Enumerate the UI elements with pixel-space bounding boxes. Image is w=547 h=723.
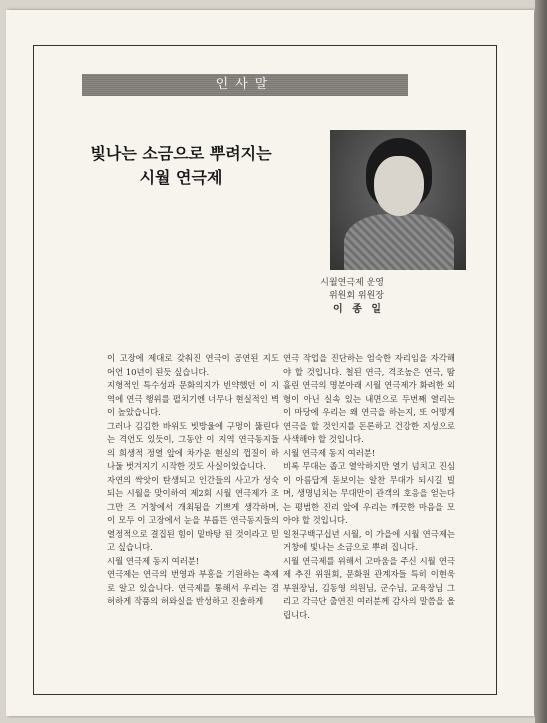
body-column-right (283, 352, 455, 622)
author-caption (258, 277, 384, 316)
page-spine (535, 0, 547, 723)
paragraph: 연극제는 연극의 번영과 부흥을 기원하는 축제로 알고 있습니다. 연극제를 통해서 우리는 겸허하게 작품의 허와실을 반성하고 진솔하게 (107, 569, 279, 606)
author-name: 이 종 일 (333, 304, 384, 315)
paragraph: 연극 작업을 진단하는 엄숙한 자리임을 자각해야 할 것입니다. 철된 연극, 격조높은 연극, 땀 흘린 연극의 명분아래 시월 연극제가 화려한 외형이 아닌 실속 있는 내면으로 두번째 열리는 이 마당에 우리는 왜 연극을 하는지, 또 어떻게 연극을 할 것인지를 돈론하고 건강한 지성으로 사색해야 할 것입니다. (283, 353, 455, 444)
paragraph: 비록 무대는 좁고 열악하지만 열기 넘치고 진심이 아름답게 돋보이는 알찬 무대가 되시길 빌며, 생명넘치는 무대만이 관객의 호응을 얻는다는 평범한 진리 앞에 우리는 깨끗한 마음을 모아야 할 것입니다. (283, 461, 455, 525)
author-role-1: 시월연극제 운영 (320, 278, 384, 288)
author-portrait (330, 130, 466, 270)
headline-line-2: 시월 연극제 (139, 168, 223, 187)
section-banner (82, 74, 408, 96)
author-role-2: 위원회 위원장 (328, 291, 384, 301)
paragraph: 이 고장에 제대로 갖춰진 연극이 공연된 지도 어언 10년이 된듯 싶습니다. (107, 353, 279, 377)
paragraph: 지형적인 특수성과 문화의지가 빈약했던 이 지역에 연극 행위를 펼치기엔 너무나 현실적인 벽이 높았습니다. (107, 380, 279, 417)
headline-line-1: 빛나는 소금으로 뿌려지는 (90, 144, 272, 163)
body-column-left (107, 352, 279, 609)
paragraph: 시월 연극제를 위해서 고마움을 주신 시월 연극제 추진 위원회, 문화원 관계자들 특히 이현욱 부원장님, 김동영 의원님, 군수님, 교육장님 그리고 각극단 출연진 여러분께 감사의 말씀을 올립니다. (283, 555, 455, 620)
paragraph: 시월 연극제 동지 여러분! (283, 447, 376, 458)
paragraph: 그러나 김김한 바위도 빗방울에 구멍이 뚫린다는 격언도 있듯이, 그동안 이 지역 연극동지들의 희생적 정열 앞에 차가운 현실의 껍질이 하나둘 벗겨지기 시작한 것도 사실이었습니다. (107, 420, 279, 471)
paragraph: 자연의 싹앗이 탄생되고 인간들의 사고가 성숙되는 시월을 맞이하여 제2회 시월 연극제가 조그만 즈 거창에서 개최됨을 기쁘게 생각하며, 이 모두 이 고장에서 눈을 부릅뜬 연극동지들의 열정적으로 결집된 힘이 밑바탕 된 것이라고 믿고 싶습니다. (107, 474, 279, 552)
paragraph: 시월 연극제 동지 여러분! (107, 555, 200, 566)
section-title: 인사말 (215, 77, 275, 92)
article-headline (46, 142, 316, 190)
paragraph: 일천구백구십년 시월, 이 가을에 시월 연극제는 거창에 빛나는 소금으로 뿌려 집니다. (283, 528, 455, 552)
